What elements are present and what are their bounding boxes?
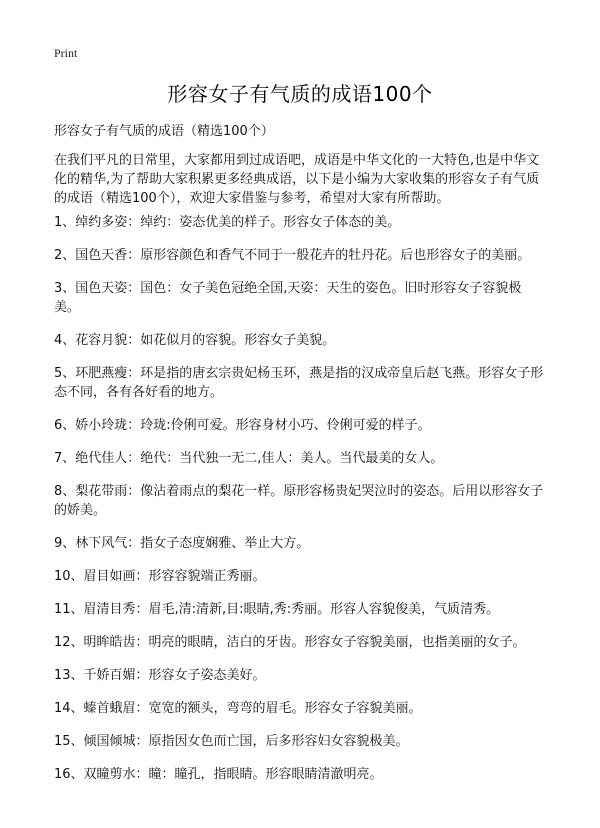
idiom-entry-15: 15、倾国倾城：原指因女色而亡国，后多形容妇女容貌极美。 (54, 734, 409, 749)
idiom-list (54, 213, 546, 798)
idiom-entry-10: 10、眉目如画：形容容貌端正秀丽。 (54, 569, 266, 584)
idiom-entry-7: 7、绝代佳人：绝代：当代独一无二,佳人：美人。当代最美的女人。 (54, 451, 444, 466)
idiom-entry-3: 3、国色天姿：国色：女子美色冠绝全国,天姿：天生的姿色。旧时形容女子容貌极美。 (54, 281, 522, 315)
idiom-entry-13: 13、千娇百媚：形容女子姿态美好。 (54, 668, 266, 683)
idiom-entry-14: 14、螓首蛾眉：宽宽的额头，弯弯的眉毛。形容女子容貌美丽。 (54, 701, 422, 716)
idiom-entry-12: 12、明眸皓齿：明亮的眼睛，洁白的牙齿。形容女子容貌美丽，也指美丽的女子。 (54, 635, 526, 650)
idiom-entry-11: 11、眉清目秀：眉毛,清:清新,目:眼睛,秀:秀丽。形容人容貌俊美，气质清秀。 (54, 602, 500, 617)
idiom-entry-5: 5、环肥燕瘦：环是指的唐玄宗贵妃杨玉环，燕是指的汉成帝皇后赵飞燕。形容女子形态不同，各有各好看的地方。 (54, 366, 544, 400)
idiom-entry-8: 8、梨花带雨：像沾着雨点的梨花一样。原形容杨贵妃哭泣时的姿态。后用以形容女子的娇美。 (54, 484, 544, 518)
intro-paragraph: 在我们平凡的日常里，大家都用到过成语吧，成语是中华文化的一大特色,也是中华文化的精华,为了帮助大家积累更多经典成语，以下是小编为大家收集的形容女子有气质的成语（精选100个），欢迎大家借鉴与参考，希望对大家有所帮助。 (54, 153, 540, 206)
idiom-entry-9: 9、林下风气：指女子态度娴雅、举止大方。 (54, 536, 310, 551)
idiom-entry-2: 2、国色天香：原形容颜色和香气不同于一般花卉的牡丹花。后也形容女子的美丽。 (54, 248, 531, 263)
idiom-entry-4: 4、花容月貌：如花似月的容貌。形容女子美貌。 (54, 333, 336, 348)
idiom-entry-1: 1、绰约多姿：绰约：姿态优美的样子。形容女子体态的美。 (54, 215, 401, 230)
idiom-entry-6: 6、娇小玲珑：玲珑:伶俐可爱。形容身材小巧、伶俐可爱的样子。 (54, 418, 431, 433)
document-subtitle: 形容女子有气质的成语（精选100个） (54, 124, 274, 139)
page-title: 形容女子有气质的成语100个 (167, 82, 433, 106)
print-link[interactable]: Print (54, 46, 78, 60)
idiom-entry-16: 16、双瞳剪水：瞳：瞳孔，指眼睛。形容眼睛清澈明亮。 (54, 767, 383, 782)
